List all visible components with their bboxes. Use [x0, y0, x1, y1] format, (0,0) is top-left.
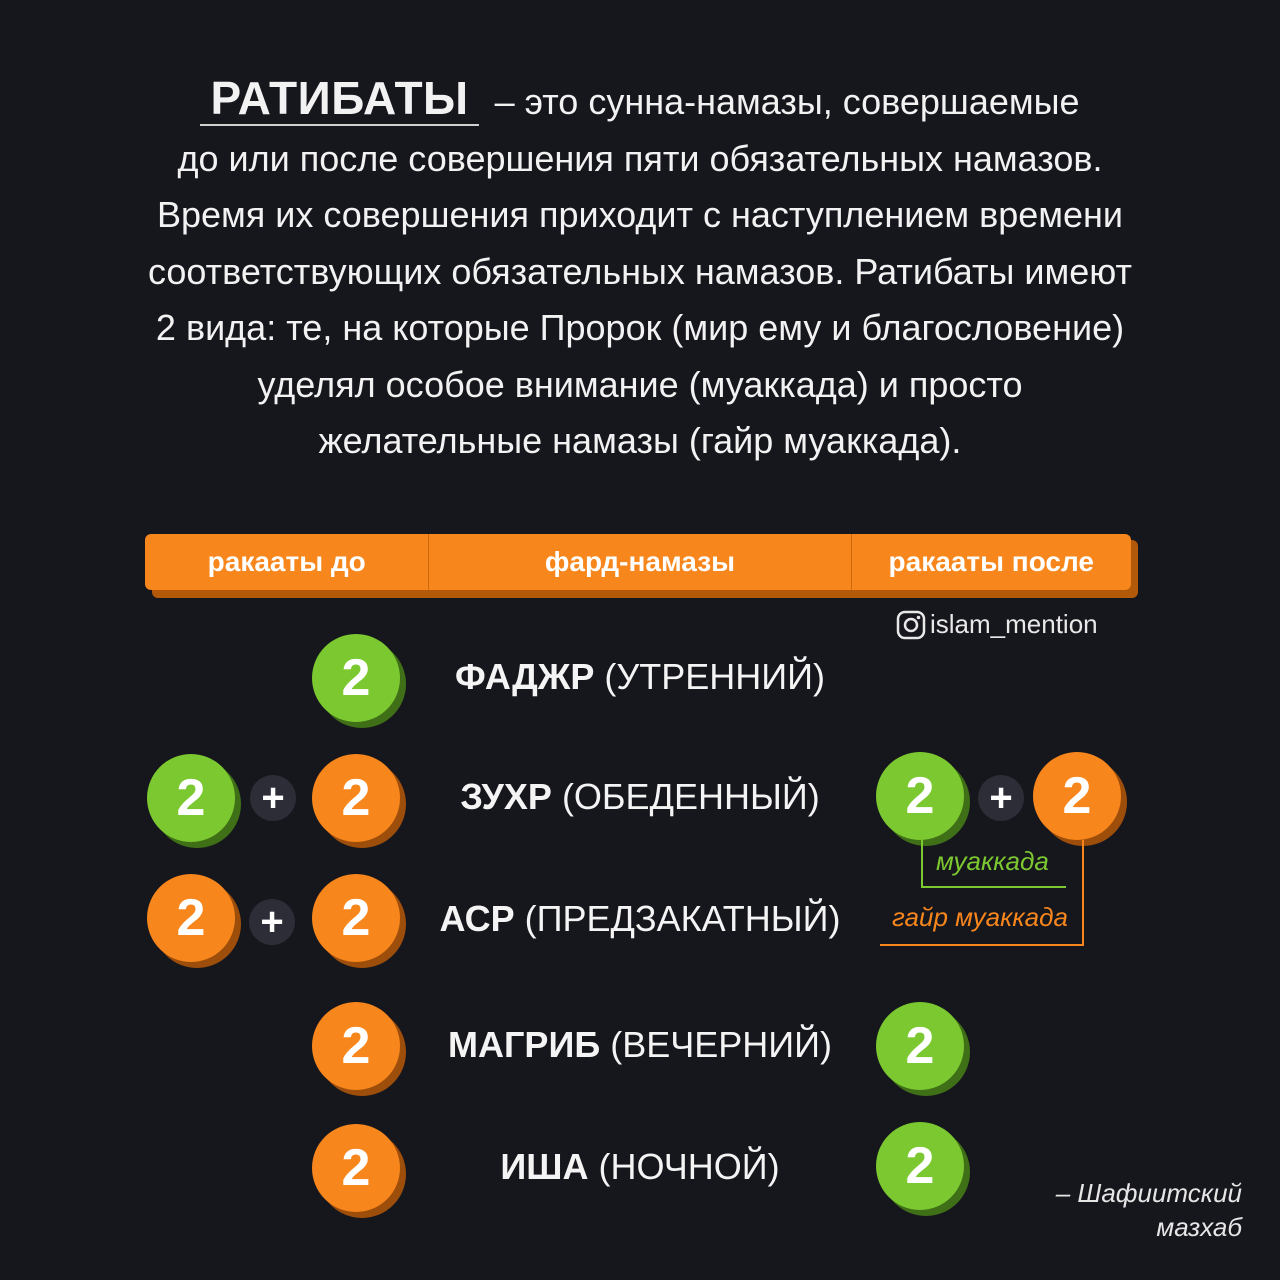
- instagram-handle: [896, 609, 1098, 640]
- intro-line: уделял особое внимание (муаккада) и просто: [257, 363, 1023, 405]
- term-title: РАТИБАТЫ: [200, 72, 478, 126]
- intro-line: 2 вида: те, на которые Пророк (мир ему и благословение): [155, 307, 1125, 348]
- intro-line: желательные намазы (гайр муаккада).: [318, 420, 962, 461]
- prayer-desc: (ПРЕДЗАКАТНЫЙ): [524, 898, 841, 939]
- instagram-icon: [896, 610, 926, 640]
- prayer-asr: [430, 898, 850, 940]
- madhhab-note-line: мазхаб: [1156, 1212, 1242, 1242]
- rakat-circle-after: 2: [876, 1002, 964, 1090]
- prayer-isha: [430, 1146, 850, 1188]
- instagram-handle-text: islam_mention: [930, 609, 1098, 639]
- madhhab-note-line: – Шафиитский: [1055, 1178, 1242, 1208]
- rakat-circle-after: 2: [1033, 752, 1121, 840]
- rakat-circle-after: 2: [876, 1122, 964, 1210]
- prayer-fajr: [430, 656, 850, 698]
- prayer-desc: (НОЧНОЙ): [598, 1146, 780, 1187]
- rakat-circle-before: 2: [312, 634, 400, 722]
- gair-muakkada-label: гайр муаккада: [892, 902, 1068, 932]
- plus-icon: +: [250, 775, 296, 821]
- rakat-circle-before: 2: [147, 874, 235, 962]
- rakat-circle-before: 2: [312, 1124, 400, 1212]
- prayer-maghrib: [430, 1024, 850, 1066]
- header-before: ракааты до: [207, 546, 366, 577]
- prayer-name: ИША: [500, 1146, 589, 1187]
- prayer-desc: (ВЕЧЕРНИЙ): [610, 1024, 832, 1065]
- prayer-name: ФАДЖР: [455, 656, 595, 697]
- intro-text: [60, 72, 1220, 470]
- table-header: [145, 534, 1131, 590]
- muakkada-label: муаккада: [936, 846, 1049, 876]
- rakat-circle-before: 2: [147, 754, 235, 842]
- plus-icon: +: [978, 775, 1024, 821]
- rakat-circle-after: 2: [876, 752, 964, 840]
- prayer-name: ЗУХР: [460, 776, 552, 817]
- intro-first-line: [60, 72, 1220, 131]
- rakat-circle-before: 2: [312, 874, 400, 962]
- rakat-circle-before: 2: [312, 754, 400, 842]
- prayer-name: АСР: [439, 898, 515, 939]
- intro-line: соответствующих обязательных намазов. Ратибаты имеют: [148, 250, 1132, 292]
- intro-line: до или после совершения пяти обязательных намазов.: [177, 137, 1103, 179]
- prayer-desc: (УТРЕННИЙ): [604, 656, 825, 697]
- prayer-name: МАГРИБ: [448, 1024, 601, 1065]
- prayer-desc: (ОБЕДЕННЫЙ): [561, 776, 820, 817]
- intro-line: Время их совершения приходит с наступлением времени: [156, 194, 1124, 235]
- header-after: ракааты после: [851, 534, 1131, 590]
- plus-icon: +: [249, 899, 295, 945]
- prayer-zuhr: [430, 776, 850, 818]
- rakat-circle-before: 2: [312, 1002, 400, 1090]
- header-fard: фард-намазы: [428, 534, 850, 590]
- intro-definition-start: – это сунна-намазы, совершаемые: [494, 81, 1080, 122]
- madhhab-note: [1056, 1176, 1242, 1244]
